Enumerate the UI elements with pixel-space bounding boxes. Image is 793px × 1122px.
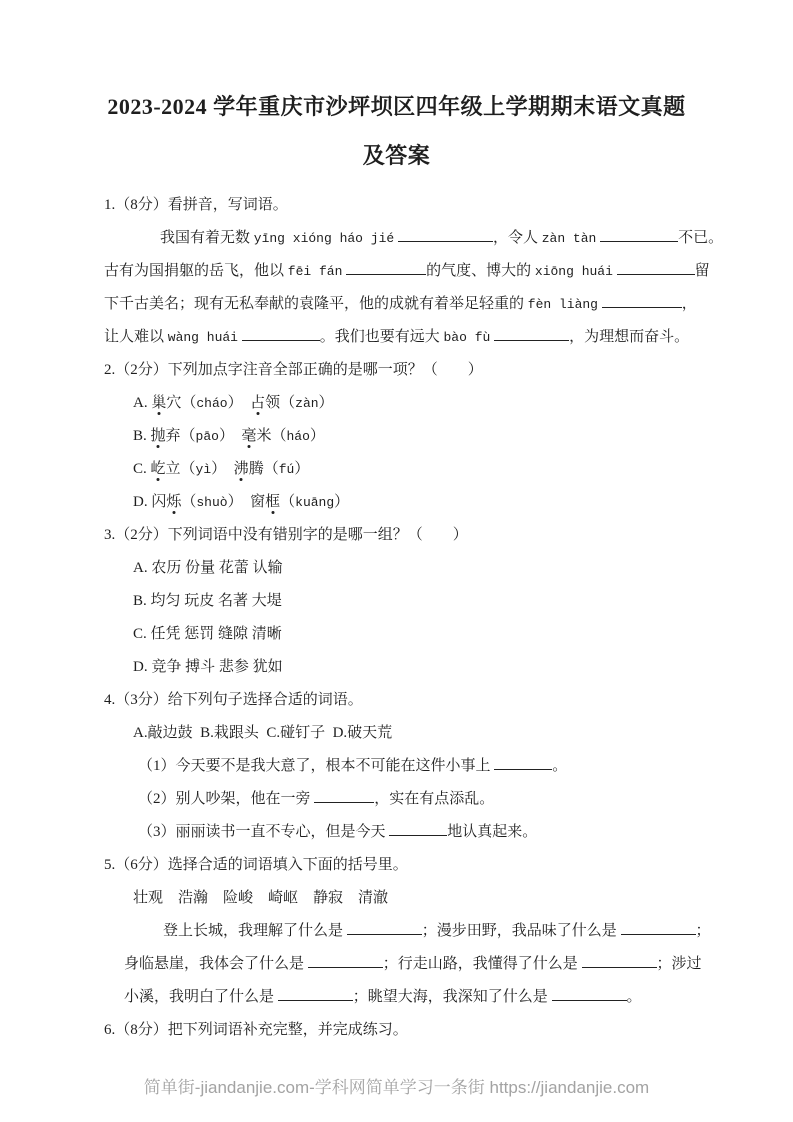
question-4-header: 4.（3分）给下列句子选择合适的词语。 — [104, 692, 363, 708]
answer-blank[interactable] — [494, 327, 569, 341]
question-1-paragraph-line — [104, 255, 747, 288]
answer-blank[interactable] — [600, 228, 678, 242]
text-run: （3）丽丽读书一直不专心，但是今天 — [138, 824, 390, 840]
question-2-option-a[interactable] — [133, 387, 747, 420]
pinyin-text: yì — [195, 462, 212, 477]
question-3-option-a[interactable]: A. 农历 份量 花蕾 认输 — [133, 560, 283, 576]
text-run: ， — [681, 296, 697, 312]
text-run: A. — [133, 395, 152, 411]
text-run: 。我们也要有远大 — [319, 329, 444, 345]
question-2 — [104, 354, 747, 519]
answer-blank[interactable] — [494, 756, 552, 770]
text-run: ） — [294, 461, 310, 477]
question-5-paragraph-line — [124, 948, 747, 981]
text-run: 不已。 — [678, 230, 724, 246]
pinyin-text: zàn — [295, 396, 319, 411]
question-1-header: 1.（8分）看拼音，写词语。 — [104, 197, 288, 213]
text-run: 。 — [626, 989, 642, 1005]
answer-blank[interactable] — [278, 987, 353, 1001]
question-3-option-c[interactable]: C. 任凭 惩罚 缝隙 清晰 — [133, 626, 282, 642]
answer-blank[interactable] — [552, 987, 627, 1001]
text-run: ） — [318, 395, 334, 411]
question-1-paragraph-line — [104, 222, 747, 255]
text-run: 。 — [552, 758, 568, 774]
text-run: D. 闪 — [133, 494, 167, 510]
text-run: 腾（ — [248, 461, 279, 477]
text-run: ） — [218, 428, 242, 444]
question-4-choices: A.敲边鼓 B.栽跟头 C.碰钉子 D.破天荒 — [133, 725, 393, 741]
pinyin-text: kuāng — [295, 495, 335, 510]
pinyin-text: pāo — [195, 429, 219, 444]
text-run: ，为理想而奋斗。 — [569, 329, 690, 345]
answer-blank[interactable] — [621, 921, 696, 935]
site-watermark-footer: 简单街-jiandanjie.com-学科网简单学习一条街 https://jiandanjie.com — [143, 1078, 650, 1097]
pinyin-text: fú — [278, 462, 295, 477]
pinyin-text: bào fù — [443, 330, 491, 345]
answer-blank[interactable] — [617, 261, 695, 275]
question-3 — [104, 519, 747, 684]
question-1 — [104, 189, 747, 354]
text-run: （1）今天要不是我大意了，根本不可能在这件小事上 — [138, 758, 495, 774]
pinyin-text: shuò — [196, 495, 228, 510]
question-2-option-c[interactable] — [133, 453, 747, 486]
pinyin-text: yīng xióng háo jié — [253, 231, 395, 246]
text-run: ；行走山路，我懂得了什么是 — [382, 956, 582, 972]
text-run: 弃（ — [165, 428, 196, 444]
text-run: B. — [133, 428, 151, 444]
answer-blank[interactable] — [346, 261, 426, 275]
answer-blank[interactable] — [308, 954, 383, 968]
text-run: （2）别人吵架，他在一旁 — [138, 791, 315, 807]
text-run: 领（ — [265, 395, 296, 411]
text-run: 立（ — [165, 461, 196, 477]
question-1-paragraph-line — [104, 321, 747, 354]
answer-blank[interactable] — [398, 228, 493, 242]
text-run: 古有为国捐躯的岳飞，他以 — [104, 263, 288, 279]
question-6-header: 6.（8分）把下列词语补充完整，并完成练习。 — [104, 1022, 408, 1038]
question-5-word-bank: 壮观 浩瀚 险峻 崎岖 静寂 清澈 — [133, 890, 389, 906]
text-run: ； — [695, 923, 711, 939]
text-run: ，实在有点添乱。 — [374, 791, 495, 807]
question-5 — [104, 849, 747, 1014]
pinyin-text: zàn tàn — [541, 231, 597, 246]
text-run: ） — [309, 428, 325, 444]
dotted-char: 巢 — [151, 395, 167, 411]
title-line-1: 2023-2024 学年重庆市沙坪坝区四年级上学期期末语文真题 — [107, 94, 686, 119]
answer-blank[interactable] — [602, 294, 682, 308]
question-3-option-b[interactable]: B. 均匀 玩皮 名著 大堤 — [133, 593, 282, 609]
question-5-header: 5.（6分）选择合适的词语填入下面的括号里。 — [104, 857, 408, 873]
question-3-option-d[interactable]: D. 竞争 搏斗 悲参 犹如 — [133, 659, 283, 675]
text-run: 我国有着无数 — [160, 230, 254, 246]
text-run: ，令人 — [492, 230, 542, 246]
question-5-paragraph-line — [124, 981, 747, 1014]
question-2-option-b[interactable] — [133, 420, 747, 453]
answer-blank[interactable] — [389, 822, 447, 836]
question-5-paragraph-line — [124, 915, 747, 948]
pinyin-text: xiōng huái — [534, 264, 613, 279]
text-run: 穴（ — [166, 395, 197, 411]
question-4-item-2 — [138, 783, 747, 816]
text-run: 登上长城，我理解了什么是 — [163, 923, 347, 939]
answer-blank[interactable] — [314, 789, 374, 803]
dotted-char: 沸 — [233, 461, 249, 477]
answer-blank[interactable] — [242, 327, 320, 341]
dotted-char: 框 — [265, 494, 281, 510]
dotted-char: 屹 — [150, 461, 166, 477]
pinyin-text: fèn liàng — [527, 297, 598, 312]
question-1-paragraph-line — [104, 288, 747, 321]
text-run: 下千古美名；现有无私奉献的袁隆平，他的成就有着举足轻重的 — [104, 296, 528, 312]
question-2-header: 2.（2分）下列加点字注音全部正确的是哪一项？（ ） — [104, 362, 483, 378]
text-run: C. — [133, 461, 151, 477]
pinyin-text: fēi fán — [287, 264, 343, 279]
text-run: ） — [334, 494, 350, 510]
text-run: 让人难以 — [104, 329, 168, 345]
pinyin-text: wàng huái — [167, 330, 238, 345]
text-run: ；眺望大海，我深知了什么是 — [352, 989, 552, 1005]
question-4-item-3 — [138, 816, 747, 849]
pinyin-text: háo — [286, 429, 310, 444]
text-run: ；涉过 — [656, 956, 702, 972]
text-run: 米（ — [256, 428, 287, 444]
dotted-char: 抛 — [150, 428, 166, 444]
text-run: 小溪，我明白了什么是 — [124, 989, 278, 1005]
question-6 — [104, 1014, 747, 1047]
text-run: （ — [280, 494, 296, 510]
text-run: 地认真起来。 — [447, 824, 538, 840]
answer-blank[interactable] — [347, 921, 422, 935]
pinyin-text: cháo — [196, 396, 228, 411]
text-run: 的气度、博大的 — [426, 263, 535, 279]
text-run: （ — [181, 494, 197, 510]
text-run: ） — [227, 395, 251, 411]
question-2-option-d[interactable] — [133, 486, 747, 519]
document-title — [0, 0, 793, 180]
title-line-2: 及答案 — [362, 143, 431, 168]
question-4 — [104, 684, 747, 849]
exam-body — [0, 180, 793, 1047]
dotted-char: 占 — [250, 395, 266, 411]
question-4-item-1 — [138, 750, 747, 783]
text-run: ；漫步田野，我品味了什么是 — [421, 923, 621, 939]
text-run: ） — [211, 461, 234, 477]
dotted-char: 烁 — [166, 494, 182, 510]
dotted-char: 毫 — [241, 428, 257, 444]
question-3-header: 3.（2分）下列词语中没有错别字的是哪一组？（ ） — [104, 527, 468, 543]
text-run: 留 — [694, 263, 710, 279]
text-run: ） 窗 — [227, 494, 266, 510]
text-run: 身临悬崖，我体会了什么是 — [124, 956, 308, 972]
answer-blank[interactable] — [582, 954, 657, 968]
